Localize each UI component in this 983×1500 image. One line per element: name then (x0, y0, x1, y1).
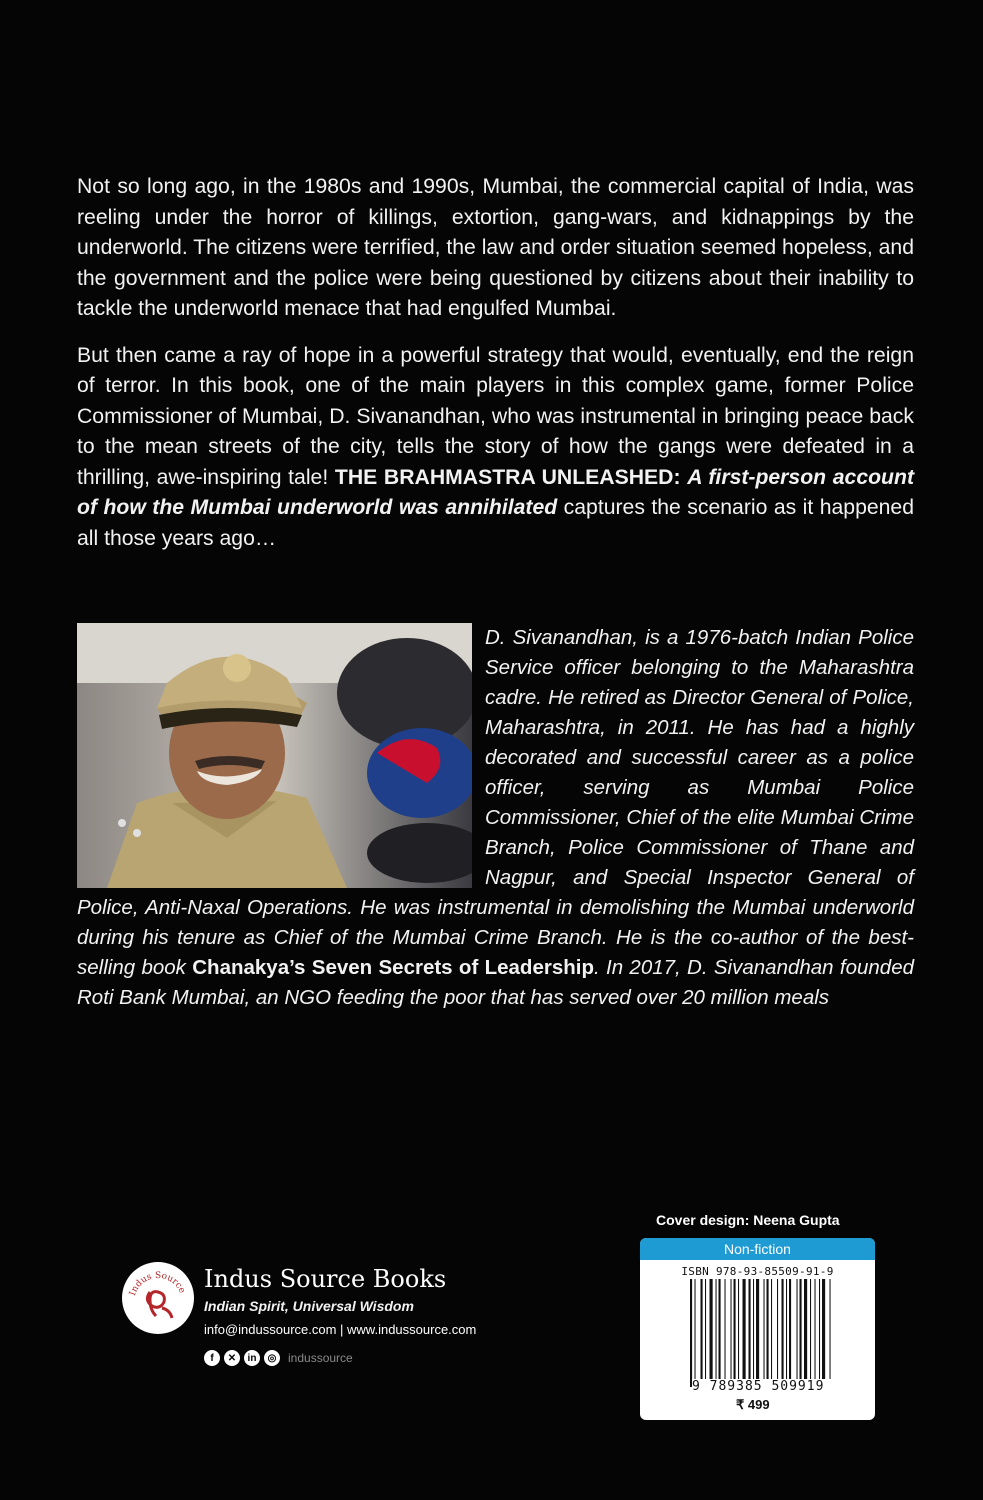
price: ₹ 499 (736, 1397, 770, 1412)
facebook-icon: f (204, 1350, 220, 1366)
genre-label: Non-fiction (640, 1238, 875, 1260)
publisher-name: Indus Source Books (204, 1265, 447, 1293)
publisher-tagline: Indian Spirit, Universal Wisdom (204, 1298, 414, 1314)
instagram-icon: ◎ (264, 1350, 280, 1366)
blurb-paragraph-2-end: captures the scenario as it happened all those years ago… (77, 496, 914, 550)
book-subtitle: A first-person account of how the Mumbai underworld was annihilated (77, 465, 914, 519)
book-title: THE BRAHMASTRA UNLEASHED: (334, 465, 681, 489)
author-bio-text-2: . In 2017, D. Sivanandhan founded Roti Bank Mumbai, an NGO feeding the poor that has served over 20 million meals (77, 956, 915, 1009)
social-links (204, 1350, 353, 1366)
ean-digits: 9 789385 509919 (692, 1379, 872, 1394)
blurb-paragraph-2-text: But then came a ray of hope in a powerful strategy that would, eventually, end the reign of terror. In this book, one of the main players in this complex game, former Police Commissioner of Mumbai, D. Sivanandhan, who was instrumental in bringing peace back to the mean streets of the city, tells the story of how the gangs were defeated in a thrilling, awe-inspiring tale! (77, 343, 914, 489)
blurb-paragraph-2 (77, 341, 914, 555)
co-authored-book-title: Chanakya’s Seven Secrets of Leadership (192, 956, 594, 979)
svg-text:Indus Source: Indus Source (128, 1270, 187, 1298)
barcode-panel (640, 1238, 875, 1420)
publisher-contact: info@indussource.com | www.indussource.com (204, 1322, 477, 1337)
back-cover-blurb (77, 172, 914, 570)
publisher-logo (122, 1262, 194, 1334)
social-handle: indussource (288, 1351, 353, 1365)
blurb-paragraph-1: Not so long ago, in the 1980s and 1990s, Mumbai, the commercial capital of India, was reeling under the horror of killings, extortion, gang-wars, and kidnappings by the underworld. The citizens were terrified, the law and order situation seemed hopeless, and the government and the police were being questioned by citizens about their inability to tackle the underworld menace that had engulfed Mumbai. (77, 175, 914, 320)
author-bio-text-1: D. Sivanandhan, is a 1976-batch Indian Police Service officer belonging to the Maharashtra cadre. He retired as Director General of Police, Maharashtra, in 2011. He has had a highly decorated and successful career as a police officer, serving as Mumbai Police Commissioner, Chief of the elite Mumbai Crime Branch, Police Commissioner of Thane and Nagpur, and Special Inspector General of Police, Anti-Naxal Operations. He was instrumental in demolishing the Mumbai underworld during his tenure as Chief of the Mumbai Crime Branch. He is the co-author of the best-selling book (77, 626, 914, 979)
author-bio (77, 623, 914, 1013)
x-icon: ✕ (224, 1350, 240, 1366)
isbn-barcode (690, 1279, 872, 1387)
cover-design-credit: Cover design: Neena Gupta (656, 1212, 840, 1228)
isbn-text: ISBN 978-93-85509-91-9 (681, 1265, 834, 1278)
linkedin-icon: in (244, 1350, 260, 1366)
